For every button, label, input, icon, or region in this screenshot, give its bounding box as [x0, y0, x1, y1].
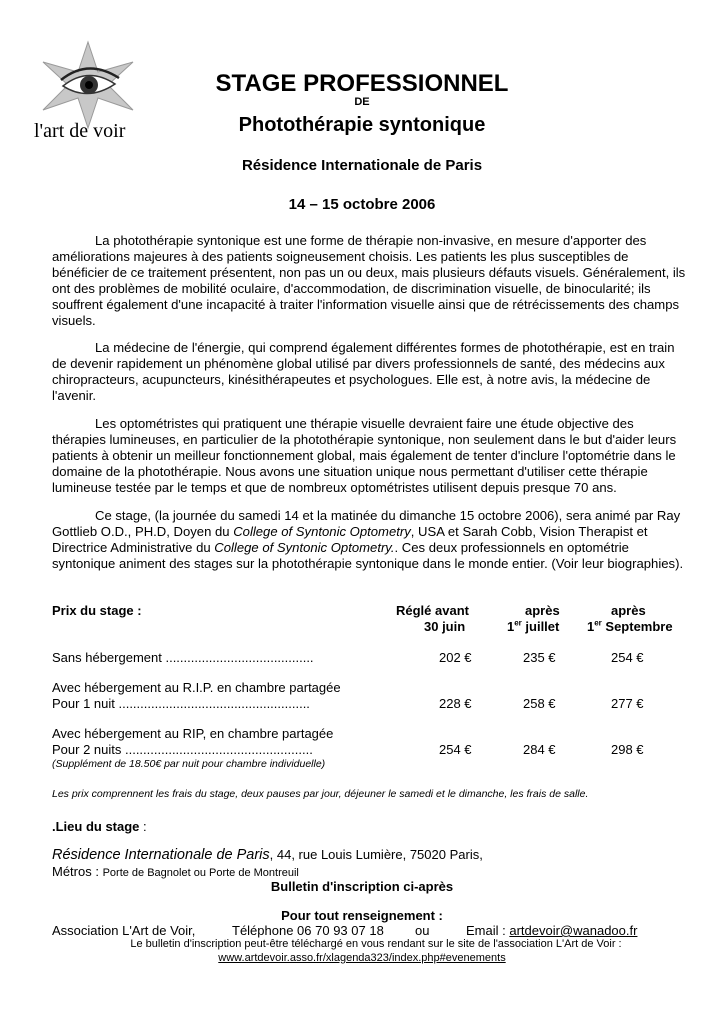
price-row-sublabel: Pour 2 nuits ....................................................: [52, 742, 313, 757]
col3-header-bottom: 1er Septembre: [587, 618, 673, 634]
location-label: .Lieu du stage :: [52, 819, 147, 834]
col2-header-top: après: [525, 603, 560, 618]
website-url: [0, 952, 724, 964]
download-note: Le bulletin d'inscription peut-être téléchargé en vous rendant sur le site de l'association L'Art de Voir :: [130, 938, 622, 950]
website-link[interactable]: www.artdevoir.asso.fr/xlagenda323/index.php#evenements: [218, 952, 506, 964]
price-includes-note: Les prix comprennent les frais du stage, deux pauses par jour, déjeuner le samedi et le dimanche, les frais de salle.: [52, 788, 589, 800]
price-label: Prix du stage :: [52, 603, 142, 618]
price-row-label: Avec hébergement au RIP, en chambre partagée: [52, 726, 334, 741]
supplement-note: (Supplément de 18.50€ par nuit pour chambre individuelle): [52, 758, 326, 770]
price-row-sublabel: Pour 1 nuit .....................................................: [52, 696, 310, 711]
price-value: 284 €: [523, 742, 556, 757]
metro-info: Métros : Porte de Bagnolet ou Porte de Montreuil: [52, 864, 299, 879]
price-value: 235 €: [523, 650, 556, 665]
contact-or: ou: [415, 923, 430, 938]
paragraph-4: Ce stage, (la journée du samedi 14 et la matinée du dimanche 15 octobre 2006), sera animé par Ray Gottlieb O.D., PH.D, Doyen du College of Syntonic Optometry, USA et Sarah Cobb, Vision Therapist et Directrice Administrative du College of Syntonic Optometry.. Ces deux professionnels en optométrie syntonique animent des stages sur la photothérapie syntonique dans le monde entier. (Voir leur biographies).: [52, 508, 684, 571]
dates-heading: 14 – 15 octobre 2006: [288, 196, 436, 213]
price-row-label: Sans hébergement .........................................: [52, 650, 314, 665]
bulletin-note: Bulletin d'inscription ci-après: [270, 879, 454, 894]
email-link[interactable]: artdevoir@wanadoo.fr: [509, 923, 638, 938]
price-value: 298 €: [611, 742, 644, 757]
col1-header-bottom: 30 juin: [424, 619, 466, 634]
venue-heading: Résidence Internationale de Paris: [241, 157, 483, 174]
logo-text: l'art de voir: [34, 120, 126, 142]
price-value: 277 €: [611, 696, 644, 711]
price-value: 228 €: [439, 696, 472, 711]
page-subtitle: Photothérapie syntonique: [238, 114, 486, 136]
phone-number: Téléphone 06 70 93 07 18: [232, 923, 384, 938]
paragraph-3: Les optométristes qui pratiquent une thérapie visuelle devraient faire une étude objective des thérapies lumineuses, en particulier de la photothérapie syntonique, non seulement dans le but d'aider leurs patients à obtenir un meilleur fonctionnement global, mais également de tenter d'inclure l'optométrie dans le domaine de la photothérapie. Nous avons une situation unique nous permettant d'utiliser cette thérapie lumineuse testée par le temps et que de nombreux optométristes utilisent depuis presque 70 ans.: [52, 416, 677, 495]
col3-header-top: après: [611, 603, 646, 618]
col2-header-bottom: 1er juillet: [507, 618, 560, 634]
contact-heading: Pour tout renseignement :: [281, 908, 443, 923]
email-contact: Email : artdevoir@wanadoo.fr: [466, 923, 638, 938]
price-value: 202 €: [439, 650, 472, 665]
price-row-label: Avec hébergement au R.I.P. en chambre partagée: [52, 680, 341, 695]
association-name: Association L'Art de Voir,: [52, 923, 196, 938]
page-title: STAGE PROFESSIONNEL: [215, 70, 509, 97]
col1-header-top: Réglé avant: [396, 603, 469, 618]
price-value: 254 €: [439, 742, 472, 757]
title-de: DE: [354, 96, 370, 108]
paragraph-1: La photothérapie syntonique est une forme de thérapie non-invasive, en mesure d'apporter des améliorations majeures à des patients soigneusement choisis. Les patients les plus susceptibles de bénéficier de ce traitement présentent, non pas un ou deux, mais plusieurs défauts visuels. Généralement, ils ont des problèmes de mobilité oculaire, d'accommodation, de discrimination visuelle, de binocularité; ils souffrent également d'une incapacité à traiter l'information visuelle ainsi que de rétrécissements des champs visuels.: [52, 233, 686, 328]
location-address: Résidence Internationale de Paris, 44, rue Louis Lumière, 75020 Paris,: [52, 847, 483, 863]
price-value: 258 €: [523, 696, 556, 711]
price-value: 254 €: [611, 650, 644, 665]
paragraph-2: La médecine de l'énergie, qui comprend également différentes formes de photothérapie, est en train de devenir rapidement un phénomène global utilisé par divers professionnels de santé, des médecins aux chiropracteurs, acupuncteurs, kinésithérapeutes et psychologues. Elle est, à notre avis, la médecine de l'avenir.: [52, 340, 675, 403]
